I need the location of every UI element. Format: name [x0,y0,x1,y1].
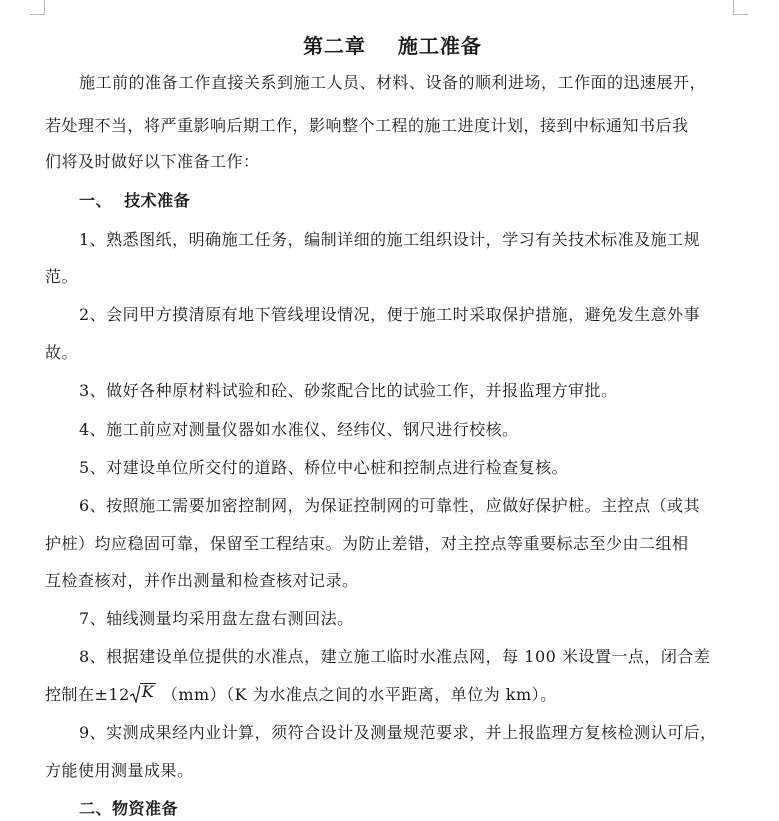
chapter-title: 第二章 施工准备 [303,34,482,58]
page-corner-mark-left [30,0,45,15]
item-6-line-3: 互检查核对，并作出测量和检查核对记录。 [45,571,359,590]
item-8-line-2 [45,682,557,705]
sqrt-k-formula [130,682,156,700]
item-2-line-1: 2、会同甲方摸清原有地下管线埋设情况，便于施工时采取保护措施，避免发生意外事 [79,305,701,324]
item-5: 5、对建设单位所交付的道路、桥位中心桩和控制点进行检查复核。 [79,458,569,477]
item-2-line-2: 故。 [45,343,79,362]
item-9-line-1: 9、实测成果经内业计算，须符合设计及测量规范要求，并上报监理方复核检测认可后， [79,723,717,742]
section-heading-materials: 二、物资准备 [79,799,179,818]
radicand: K [141,682,155,701]
formula-prefix: 控制在±12 [45,685,130,704]
item-6-line-1: 6、按照施工需要加密控制网，为保证控制网的可靠性，应做好保护桩。主控点（或其 [79,496,701,515]
item-9-line-2: 方能使用测量成果。 [45,761,194,780]
item-3: 3、做好各种原材料试验和砼、砂浆配合比的试验工作，并报监理方审批。 [79,381,618,400]
radical-sign-icon [130,685,140,703]
section-heading-technical: 一、 技术准备 [79,191,191,210]
page-corner-mark-right [733,0,748,15]
item-1-line-2: 范。 [45,267,79,286]
item-7: 7、轴线测量均采用盘左盘右测回法。 [79,609,354,628]
intro-line-1: 施工前的准备工作直接关系到施工人员、材料、设备的顺利进场，工作面的迅速展开， [79,73,707,92]
item-4: 4、施工前应对测量仪器如水准仪、经纬仪、钢尺进行校核。 [79,420,519,439]
item-1-line-1: 1、熟悉图纸，明确施工任务，编制详细的施工组织设计，学习有关技术标准及施工规 [79,230,701,249]
intro-line-3: 们将及时做好以下准备工作： [45,152,260,171]
item-8-line-1: 8、根据建设单位提供的水准点，建立施工临时水准点网，每 100 米设置一点，闭合差 [79,647,711,666]
intro-line-2: 若处理不当，将严重影响后期工作，影响整个工程的施工进度计划，接到中标通知书后我 [45,116,689,135]
formula-suffix: （mm）（K 为水准点之间的水平距离，单位为 km）。 [156,685,557,704]
item-6-line-2: 护桩）均应稳固可靠，保留至工程结束。为防止差错，对主控点等重要标志至少由二组相 [45,534,689,553]
